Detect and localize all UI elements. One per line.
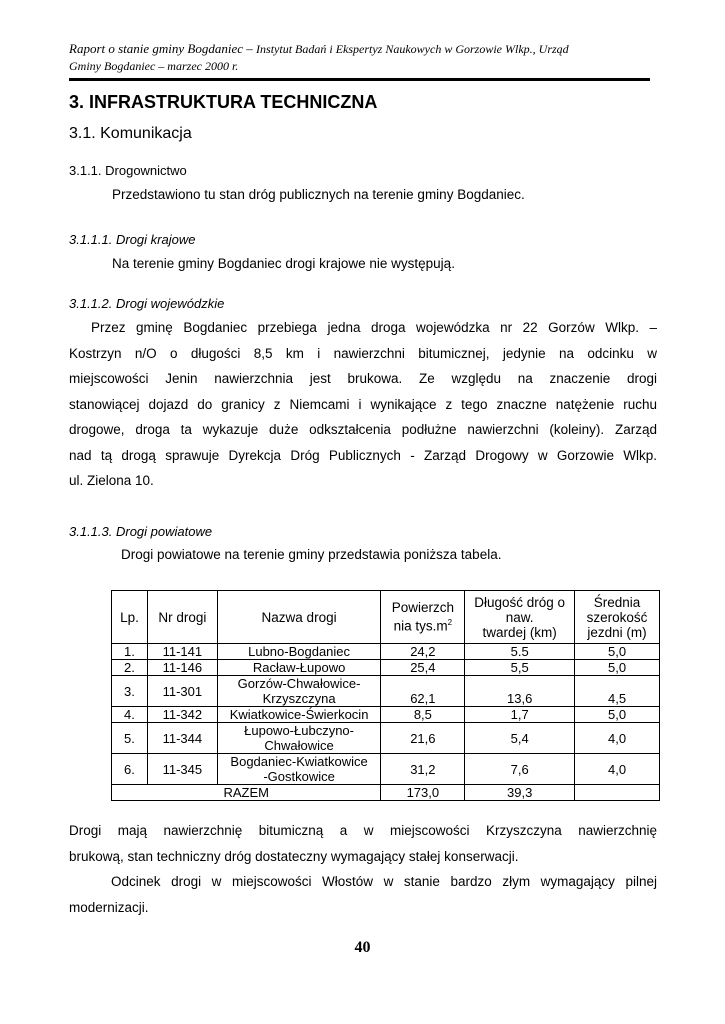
section-title: 3.1. Komunikacja: [69, 125, 192, 142]
closing-line: Drogi mają nawierzchnię bitumiczną a w miejscowości Krzyszczyna nawierzchnię: [69, 823, 657, 838]
cell-dl: 7,6: [465, 754, 575, 785]
table-row: [112, 644, 660, 660]
cell-nr: 11-146: [147, 660, 217, 676]
wojewodzkie-line: Przez gminę Bogdaniec przebiega jedna droga wojewódzka nr 22 Gorzów Wlkp. –: [91, 320, 657, 335]
closing-paragraph-2: [69, 869, 657, 920]
cell-pow: 31,2: [381, 754, 465, 785]
subsection-title: 3.1.1. Drogownictwo: [69, 163, 187, 178]
cell-sr: 5,0: [575, 644, 660, 660]
wojewodzkie-line: miejscowości Jenin nawierzchnia jest brukowa. Ze względu na znaczenie drogi: [69, 371, 657, 386]
header-line-1: [69, 40, 659, 58]
chapter-title: 3. INFRASTRUKTURA TECHNICZNA: [69, 92, 378, 112]
cell-dl: 5,5: [465, 660, 575, 676]
wojewodzkie-line: drogowe, droga ta wykazuje duże odkształcenia podłużne nawierzchni (koleiny). Zarząd: [69, 422, 657, 437]
wojewodzkie-line: ul. Zielona 10.: [69, 473, 154, 488]
cell-nazwa-line: Chwałowice: [264, 738, 334, 753]
running-header: [69, 40, 659, 75]
powiatowe-heading: 3.1.1.3. Drogi powiatowe: [69, 524, 213, 539]
col-header-nazwa: Nazwa drogi: [217, 591, 381, 644]
cell-nazwa: Lubno-Bogdaniec: [217, 644, 381, 660]
table-row: [112, 707, 660, 723]
table-total-row: [112, 785, 660, 801]
cell-nazwa-line: -Gostkowice: [263, 769, 335, 784]
page-number: 40: [354, 939, 371, 956]
header-text: jezdni (m): [587, 624, 647, 640]
cell-total-empty: [575, 785, 660, 801]
header-text: Średnia: [593, 594, 641, 610]
cell-nazwa: Kwiatkowice-Świerkocin: [217, 707, 381, 723]
cell-nr: 11-141: [147, 644, 217, 660]
col-header-dlugosc: [465, 591, 575, 644]
header-line-2: Gminy Bogdaniec – marzec 2000 r.: [69, 59, 239, 73]
powiatowe-intro: Drogi powiatowe na terenie gminy przedstawia poniższa tabela.: [121, 547, 502, 562]
cell-lp: 6.: [112, 754, 148, 785]
cell-lp: 4.: [112, 707, 148, 723]
cell-sr: 4,0: [575, 723, 660, 754]
col-header-lp: Lp.: [112, 591, 148, 644]
wojewodzkie-line: Kostrzyn n/O o długości 8,5 km i nawierzchni bitumicznej, jedynie na odcinku w: [69, 345, 657, 361]
cell-nazwa-line: Krzyszczyna: [262, 691, 336, 706]
cell-sr: 4,0: [575, 754, 660, 785]
cell-lp: 1.: [112, 644, 148, 660]
header-text: twardej (km): [482, 624, 557, 640]
cell-pow: 8,5: [381, 707, 465, 723]
header-text: Długość dróg o: [474, 594, 566, 610]
header-text: szerokość: [586, 609, 648, 625]
closing-line: Odcinek drogi w miejscowości Włostów w stanie bardzo złym wymagający pilnej: [111, 874, 657, 889]
cell-dl: 1,7: [465, 707, 575, 723]
wojewodzkie-line: nad tą drogą sprawuje Dyrekcja Dróg Publicznych - Zarząd Drogowy w Gorzowie Wlkp.: [69, 447, 657, 463]
cell-sr: 4,5: [575, 676, 660, 707]
cell-nr: 11-345: [147, 754, 217, 785]
cell-nr: 11-301: [147, 676, 217, 707]
cell-nazwa-line: Bogdaniec-Kwiatkowice: [230, 754, 368, 769]
col-header-powierzchnia: [381, 591, 465, 644]
cell-nr: 11-342: [147, 707, 217, 723]
closing-line: modernizacji.: [69, 899, 149, 915]
cell-nazwa-line: Gorzów-Chwałowice-: [237, 676, 361, 691]
cell-dl: 5.5: [465, 644, 575, 660]
header-institute: Instytut Badań i Ekspertyz Naukowych w Gorzowie Wlkp., Urząd: [256, 42, 569, 56]
cell-nr: 11-344: [147, 723, 217, 754]
cell-nazwa: [217, 754, 381, 785]
closing-paragraph-1: [69, 818, 657, 869]
cell-nazwa: [217, 723, 381, 754]
cell-lp: 2.: [112, 660, 148, 676]
cell-pow: 24,2: [381, 644, 465, 660]
subsection-intro: Przedstawiono tu stan dróg publicznych na terenie gminy Bogdaniec.: [112, 187, 525, 202]
cell-pow: 21,6: [381, 723, 465, 754]
krajowe-heading: 3.1.1.1. Drogi krajowe: [69, 232, 196, 247]
cell-nazwa: Racław-Łupowo: [217, 660, 381, 676]
table-row: [112, 660, 660, 676]
wojewodzkie-paragraph: [69, 315, 657, 494]
superscript: 2: [447, 618, 453, 628]
cell-total-pow: 173,0: [381, 785, 465, 801]
cell-sr: 5,0: [575, 660, 660, 676]
cell-pow: 25,4: [381, 660, 465, 676]
wojewodzkie-heading: 3.1.1.2. Drogi wojewódzkie: [69, 296, 225, 311]
header-report-title: Raport o stanie gminy Bogdaniec –: [69, 41, 257, 56]
table-row: [112, 676, 660, 707]
cell-lp: 3.: [112, 676, 148, 707]
cell-nazwa: [217, 676, 381, 707]
col-header-nr: Nr drogi: [147, 591, 217, 644]
roads-table: [111, 590, 660, 801]
cell-lp: 5.: [112, 723, 148, 754]
krajowe-text: Na terenie gminy Bogdaniec drogi krajowe nie występują.: [112, 256, 455, 271]
cell-sr: 5,0: [575, 707, 660, 723]
table-row: [112, 723, 660, 754]
header-text: naw.: [505, 609, 534, 625]
table-header-row: [112, 591, 660, 644]
cell-dl: 13,6: [465, 676, 575, 707]
cell-dl: 5,4: [465, 723, 575, 754]
cell-pow: 62,1: [381, 676, 465, 707]
cell-total-label: RAZEM: [112, 785, 381, 801]
header-text: nia tys.m: [393, 618, 448, 634]
wojewodzkie-line: stanowiącej dojazd do granicy z Niemcami i wynikające z tego znaczne natężenie ruchu: [69, 396, 657, 412]
closing-line: brukową, stan techniczny dróg dostateczny wymagający stałej konserwacji.: [69, 848, 519, 864]
cell-nazwa-line: Łupowo-Łubczyno-: [244, 723, 354, 738]
table-row: [112, 754, 660, 785]
header-rule: [69, 78, 650, 81]
cell-total-dl: 39,3: [465, 785, 575, 801]
header-text: Powierzch: [391, 600, 454, 616]
col-header-szerokosc: [575, 591, 660, 644]
